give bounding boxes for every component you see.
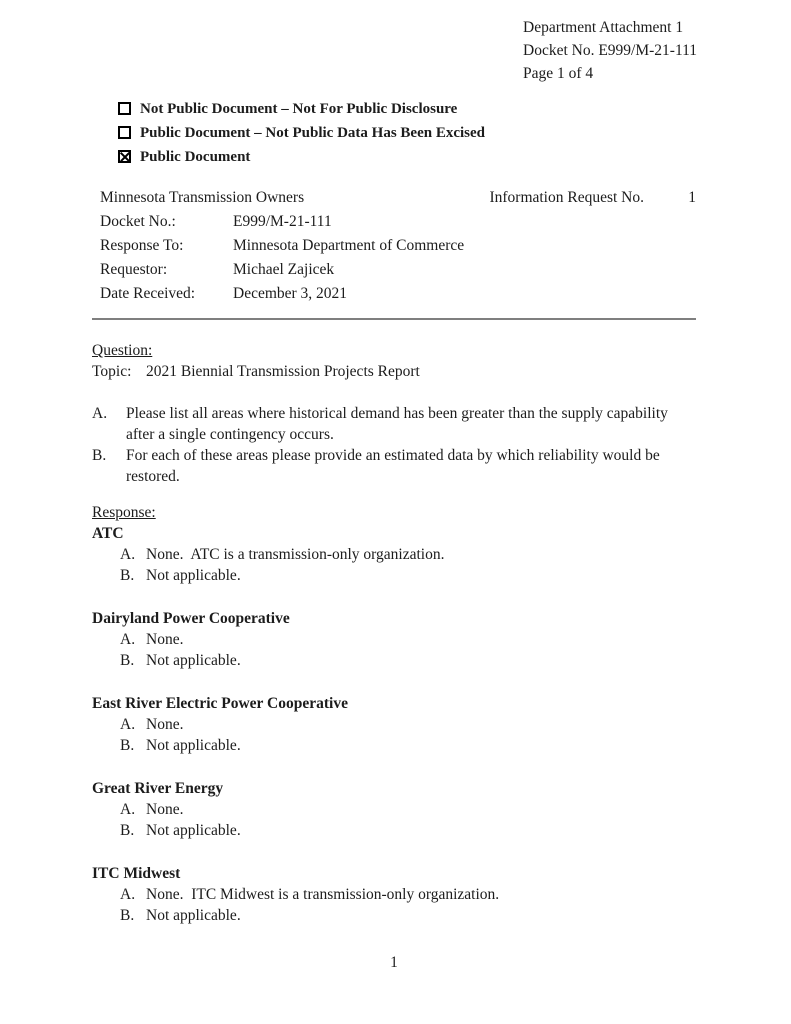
info-top-row <box>100 186 696 210</box>
item-text: None. ATC is a transmission-only organization. <box>146 546 445 563</box>
item-marker: B. <box>120 822 135 839</box>
question-heading: Question: <box>92 342 153 359</box>
item-marker: A. <box>120 716 136 733</box>
item-marker: A. <box>120 801 136 818</box>
item-marker: B. <box>120 652 135 669</box>
topic-row <box>92 361 684 382</box>
org-name: Great River Energy <box>92 780 224 797</box>
org-name: East River Electric Power Cooperative <box>92 695 348 712</box>
response-item <box>92 884 684 905</box>
owner-name: Minnesota Transmission Owners <box>100 189 305 206</box>
response-org <box>92 863 684 926</box>
question-items <box>92 403 684 487</box>
info-row <box>100 258 696 282</box>
page-count-line: Page 1 of 4 <box>523 65 594 82</box>
response-item <box>92 629 684 650</box>
info-row <box>100 234 696 258</box>
checkbox-checked-icon <box>118 150 131 163</box>
info-label: Docket No.: <box>100 213 176 230</box>
doc-header <box>523 16 697 85</box>
response-item <box>92 565 684 586</box>
item-text: None. ITC Midwest is a transmission-only organization. <box>146 886 500 903</box>
info-request-label: Information Request No. <box>489 189 644 206</box>
classification-options <box>118 97 485 169</box>
response-org <box>92 523 684 586</box>
response-section <box>92 502 684 926</box>
info-label: Requestor: <box>100 261 168 278</box>
item-marker: B. <box>120 907 135 924</box>
info-value: Michael Zajicek <box>233 261 335 278</box>
response-org <box>92 778 684 841</box>
item-text: For each of these areas please provide an estimated data by which reliability would be restored. <box>126 447 660 485</box>
item-marker: B. <box>92 447 107 464</box>
response-org <box>92 608 684 671</box>
org-name: ATC <box>92 525 124 542</box>
org-name: ITC Midwest <box>92 865 181 882</box>
item-marker: A. <box>120 546 136 563</box>
item-text: None. <box>146 801 184 818</box>
info-block <box>100 186 696 306</box>
section-divider <box>92 318 696 320</box>
item-text: Not applicable. <box>146 737 241 754</box>
item-text: None. <box>146 716 184 733</box>
attachment-line: Department Attachment 1 <box>523 19 684 36</box>
info-request-number: 1 <box>688 189 696 206</box>
info-row <box>100 210 696 234</box>
item-marker: B. <box>120 567 135 584</box>
question-item <box>92 445 684 487</box>
checkbox-unchecked-icon <box>118 102 131 115</box>
response-item <box>92 735 684 756</box>
info-label: Response To: <box>100 237 184 254</box>
response-item <box>92 544 684 565</box>
classification-option <box>118 97 485 121</box>
item-text: Not applicable. <box>146 907 241 924</box>
topic-label: Topic: <box>92 363 132 380</box>
question-item <box>92 403 684 445</box>
docket-line: Docket No. E999/M-21-111 <box>523 42 698 59</box>
response-org <box>92 693 684 756</box>
classification-label: Public Document – Not Public Data Has Been Excised <box>140 124 485 141</box>
response-item <box>92 905 684 926</box>
item-marker: A. <box>92 405 108 422</box>
checkbox-unchecked-icon <box>118 126 131 139</box>
topic-value: 2021 Biennial Transmission Projects Report <box>146 363 420 380</box>
org-name: Dairyland Power Cooperative <box>92 610 290 627</box>
classification-option <box>118 121 485 145</box>
response-item <box>92 799 684 820</box>
item-text: Not applicable. <box>146 822 241 839</box>
info-value: E999/M-21-111 <box>233 213 332 230</box>
response-item <box>92 820 684 841</box>
response-heading: Response: <box>92 504 156 521</box>
item-marker: A. <box>120 886 136 903</box>
item-text: Not applicable. <box>146 652 241 669</box>
item-text: Please list all areas where historical demand has been greater than the supply capability after a single contingency occurs. <box>126 405 668 443</box>
item-text: Not applicable. <box>146 567 241 584</box>
classification-label: Public Document <box>140 148 251 165</box>
info-row <box>100 282 696 306</box>
question-section <box>92 340 684 487</box>
info-value: December 3, 2021 <box>233 285 348 302</box>
item-text: None. <box>146 631 184 648</box>
info-value: Minnesota Department of Commerce <box>233 237 465 254</box>
info-label: Date Received: <box>100 285 196 302</box>
classification-label: Not Public Document – Not For Public Disclosure <box>140 100 458 117</box>
item-marker: A. <box>120 631 136 648</box>
page-number: 1 <box>390 954 398 971</box>
item-marker: B. <box>120 737 135 754</box>
classification-option <box>118 145 485 169</box>
response-item <box>92 650 684 671</box>
response-item <box>92 714 684 735</box>
